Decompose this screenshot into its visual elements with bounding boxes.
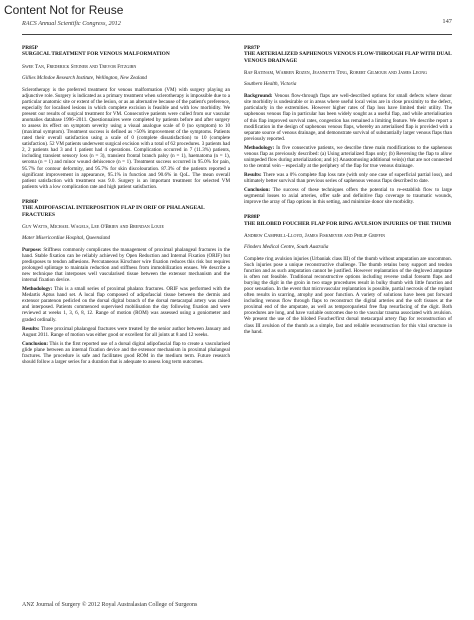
abstract-authors: Swee Tan, Frederick Steiner and Trevor Fitzgibn <box>22 63 137 70</box>
abstract <box>22 45 230 190</box>
section-text: Venous flow-through flaps are well-described options for small defects where donor site morbidity is undesirable or in areas where useful local veins are in close proximity to the defect, particularly in the extremities. However higher rates of flap loss have limited their utility. The saphenous venous flap in particular has been widely sought as a useful flap, and while arterialisation of this flap improved survival rates, congestion has remained a limiting feature. We describe report a modification in the design of saphenous venous flaps, whereby an arterialised flap is provided with a separate source of venous drainage, and demonstrate survival of substantially larger venous flaps than previously reported. <box>244 93 452 142</box>
section-text: In five consecutive patients, we describe three main modifications to the saphenous venous flap as previously described: (a) Using arterialized flaps only; (b) Reversing the flap to allow unimpeded flow during arterialization; and (c) Anastomosing additional vein(s) that are not connected to the central vein – especially at the periphery of the flap for true venous drainage. <box>244 144 452 169</box>
abstract-paragraph: Sclerotherapy is the preferred treatment for venous malformation (VM) with surgery playing an adjunctive role. Surgery is indicated as a primary treatment when sclerotherapy is impossible due to a particular anatomic site or extent of the lesion, or as an alternative because of the patient's preference, especially for localised lesions in which complete excision is feasible and with low morbidity. We present our results of surgical treatment for VM. Consecutive patients were culled from our vascular anomalies database 1996–2011. Questionnaires were completed by patients before and after surgery to assess its effect on symptom severity using a visual analogue scale of 0 (no symptom) to 10 (maximal symptom). Treatment success is defined as >50% improvement of the symptoms. Patients rated their overall satisfaction using a scale of 0 (complete dissatisfaction) to 10 (complete satisfaction). 52 VM patients underwent surgical excision with a total of 62 procedures. 3 patients had 2, 2 patients had 3 and 1 patient had 4 operations. Complication occurred in 7 (11.3%) patients, including transient sensory loss (n = 3), transient frontal branch palsy (n = 1), haematoma (n = 1), seroma (n = 1) and minor wound dehiscence (n = 1). Treatment success occurred in 95.0% for pain, 95.7% for contour deformity, and 95.7% for skin discolouration. 87.3% of the patients reported a significant improvement in appearance, 95.1% in function and 90.6% in QoL. The mean overall patient satisfaction with treatment was 9.0. Surgery is an important treatment for selected VM patients with a low complication rate and high patient satisfaction. <box>22 86 230 190</box>
abstract-section <box>22 341 230 365</box>
page-footer: ANZ Journal of Surgery © 2012 Royal Australasian College of Surgeons <box>22 602 198 608</box>
left-column <box>22 45 230 374</box>
page-number: 147 <box>442 18 452 25</box>
abstract-code: PR87P <box>244 45 260 51</box>
section-label: Background: <box>244 93 273 100</box>
abstract-authors: Raf Ratinam, Warren Rozen, Jeannette Ting, Robert Gilmour and James Leong <box>244 70 427 77</box>
abstract-code: PR86P <box>22 198 38 205</box>
abstract-section <box>244 187 452 205</box>
section-text: Stiffness commonly complicates the management of proximal phalangeal fractures in the hand. Stable fixation can be reliably achieved by Open Reduction and Internal Fixation (ORIF) but predisposes to tendon adhesions. Percutaneous Kirschner wire fixation reduces this risk but requires prolonged splintage to maintain reduction and stiffness from immobilization ensues. We describe a new technique that interposes well vascularised tissue between the extensor mechanism and the internal fixation device. <box>22 247 230 284</box>
abstract-section <box>22 286 230 322</box>
abstract-affiliation: Flinders Medical Centre, South Australia <box>244 243 329 250</box>
watermark: Content Not for Reuse <box>4 3 124 17</box>
section-label: Results: <box>244 171 262 178</box>
section-label: Conclusion: <box>244 186 271 193</box>
abstract-affiliation: Southern Health, Victoria <box>244 81 297 88</box>
abstract-section <box>22 326 230 338</box>
section-label: Results: <box>22 325 40 332</box>
abstract-code: PR88P <box>244 214 260 221</box>
abstract-paragraph: Complete ring avulsion injuries (Urbaniak class III) of the thumb without amputation are uncommon. Such injuries pose a unique reconstructive challenge. The thumb retains bony support and tendon function and as such amputation cannot be justified. However replantation of the degloved amputate is often not feasible. Traditional reconstructive options including reverse radial forearm flaps and burying the digit in the groin in two stage procedures result in bulky thumb with little function and poor sensation. In the event that microvascular replantation is possible, partial necrosis of the replant often results in scarring, atrophy and poor function. A variety of solutions have been put forward including venous flow through flaps to reconstruct the digital arteries and the soft tissues at the proximal end of the amputate, as well as temporoparietal free flap resurfacing of the digit. Both procedures are long, and have variable outcomes due to the vascular trauma associated with avulsion. We present the use of the bilobed Foucher/first dorsal metacarpal artery flap for reconstruction of class III avulsion of the thumb as a simple, fast and reliable reconstruction for this vital structure in the hand. <box>244 256 452 335</box>
abstract <box>244 45 452 205</box>
abstract-code: PR85P <box>22 45 38 51</box>
abstract-title: THE ADIPOFASCIAL INTERPOSITION FLAP IN ORIF OF PHALANGEAL FRACTURES <box>22 205 205 218</box>
abstract-section <box>244 172 452 184</box>
section-label: Conclusion: <box>22 340 49 347</box>
abstract-title: THE ARTERIALIZED SAPHENOUS VENOUS FLOW-THROUGH FLAP WITH DUAL VENOUS DRAINAGE <box>244 51 452 64</box>
section-text: Three proximal phalangeal fractures were treated by the senior author between January and August 2011. Range of motion was either good or excellent for all joints at 8 and 12 weeks. <box>22 325 231 338</box>
abstract-section <box>244 93 452 141</box>
section-text: This is a small series of proximal phalanx fractures. ORIF was performed with the Medartis Aptus hand set. A local flap composed of adipofascial tissue between the dermis and extensor paratenon pedicled on the dorsal digital branch of the dorsal metacarpal artery was raised and interposed. Patients commenced supervised mobilisation the day following fixation and were reviewed at weeks 1, 3, 6, 8, 12. Range of motion (ROM) was assessed using a goniometer and graded ordinally. <box>22 286 230 323</box>
abstract-authors: Guy Watts, Michael Wagels, Lee O'Brien and Brendan Louie <box>22 223 164 230</box>
section-text: The success of these techniques offers the potential to re-establish flow to large segmental losses to axial arteries, offer safe and definitive flap coverage to traumatic wounds, improve the array of flap options in this setting, and minimize donor site morbidity. <box>244 186 452 206</box>
section-label: Methodology: <box>244 144 275 151</box>
abstract-affiliation: Gillies McIndoe Research Institute, Wellington, New Zealand <box>22 74 147 81</box>
abstract <box>244 214 452 335</box>
abstract-title: SURGICAL TREATMENT FOR VENOUS MALFORMATION <box>22 51 170 58</box>
abstract <box>22 199 230 365</box>
abstract-section <box>244 145 452 169</box>
section-text: This is the first reported use of a dorsal digital adipofascial flap to create a vascularised glide plane between an internal fixation device and the extensor mechanism in proximal phalangeal fractures. The procedure is safe and facilitates good ROM in the medium term. Future research should follow a larger series for a duration that is adequate to assess long term outcomes. <box>22 340 230 365</box>
section-label: Purpose: <box>22 247 42 254</box>
running-head: RACS Annual Scientific Congress, 2012 <box>22 20 121 27</box>
abstract-affiliation: Mater Misericordiae Hospital, Queensland <box>22 234 111 241</box>
right-column <box>244 45 452 344</box>
header-rule <box>22 34 452 35</box>
abstract-section <box>22 247 230 283</box>
abstract-title: THE BILOBED FOUCHER FLAP FOR RING AVULSION INJURIES OF THE THUMB <box>244 220 452 227</box>
abstract-authors: Andrew Campbell-Lloyd, James Fiskmeyer and Philip Griffin <box>244 232 385 239</box>
section-text: There was a 0% complete flap loss rate (with only one case of superficial partial loss), and ultimately better survival than previous series of saphenous venous flaps described to date. <box>244 171 452 184</box>
section-label: Methodology: <box>22 286 53 293</box>
